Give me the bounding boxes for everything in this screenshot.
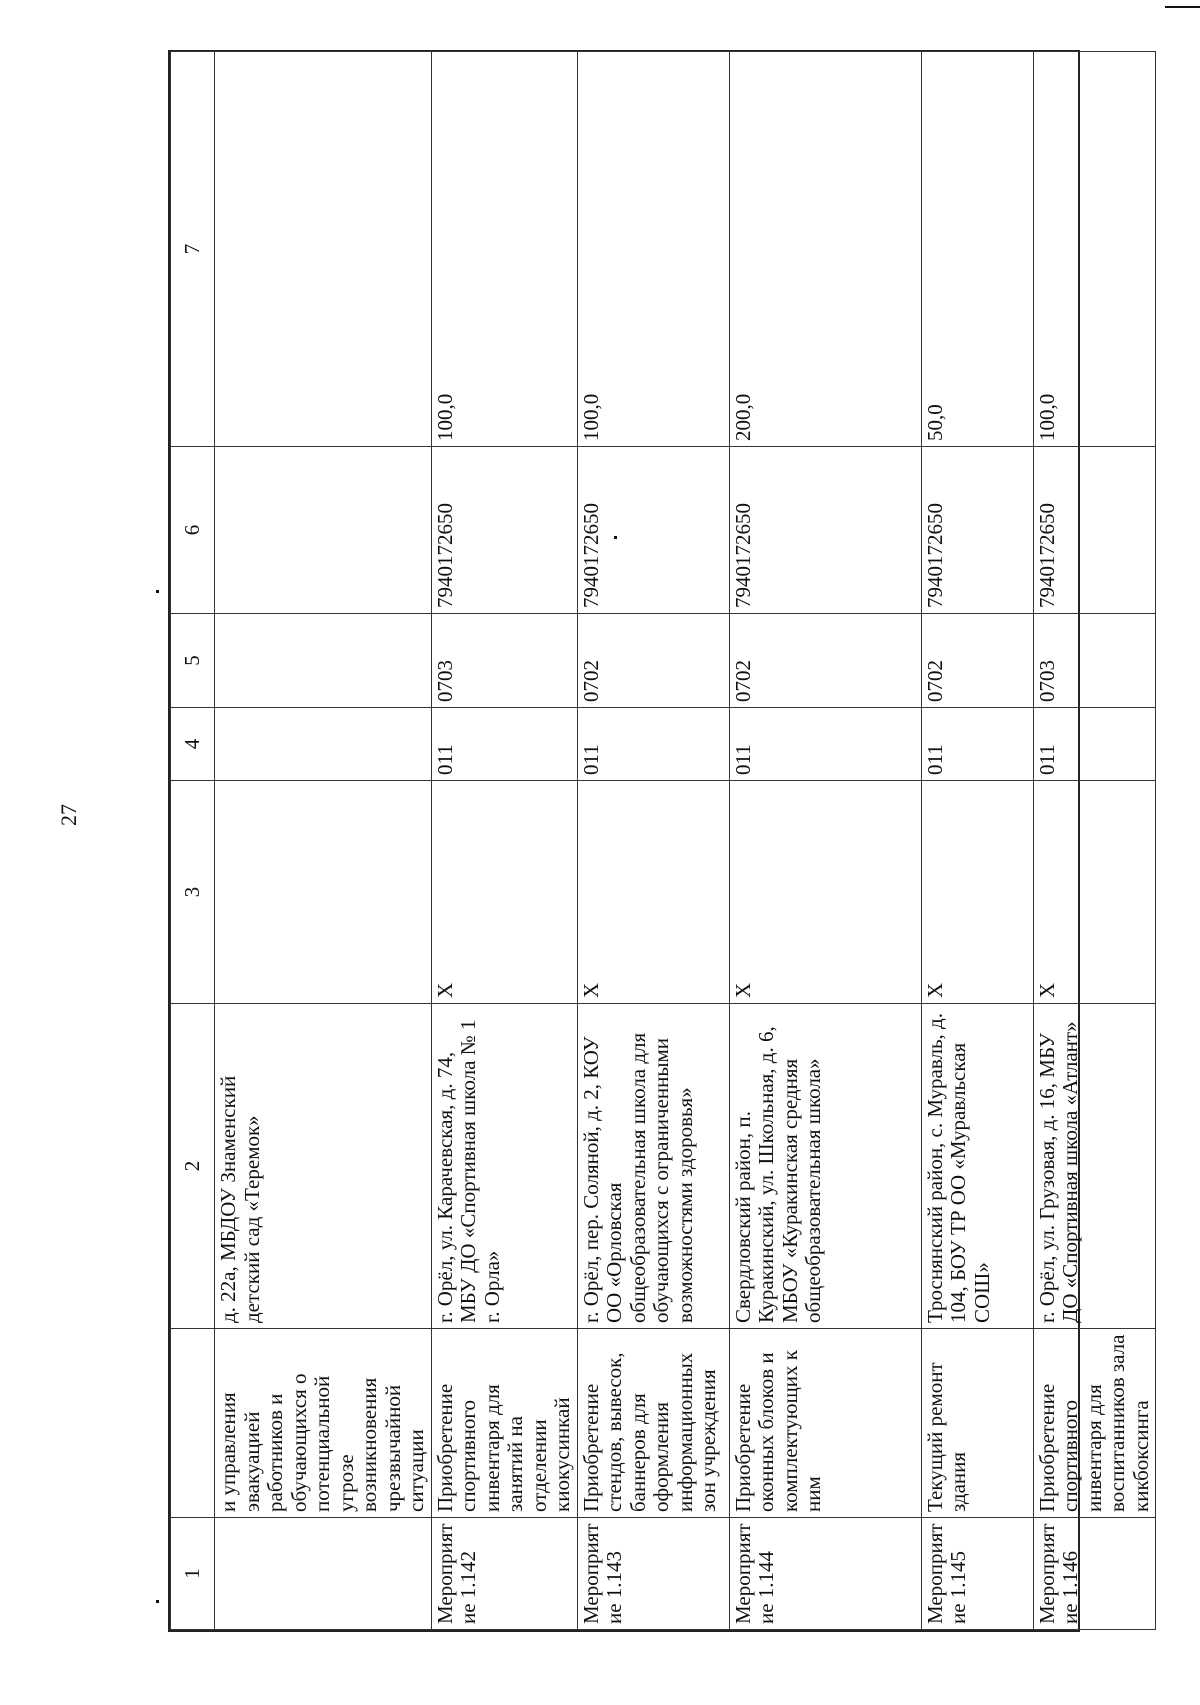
header-cell: 5 xyxy=(171,614,215,708)
event-id-cell: Мероприятие 1.142 xyxy=(431,1518,577,1630)
event-id-cell: Мероприятие 1.144 xyxy=(729,1518,921,1630)
address-cell: г. Орёл, пер. Соляной, д. 2, КОУ ОО «Орловская общеобразовательная школа для обучающихся с ограниченными возможностями здоровья» xyxy=(577,1004,729,1329)
table-row xyxy=(215,52,432,1630)
col4-cell: 011 xyxy=(431,708,577,781)
col3-cell: X xyxy=(577,781,729,1004)
amount-cell: 100,0 xyxy=(431,52,577,447)
address-cell: Свердловский район, п. Куракинский, ул. Школьная, д. 6, МБОУ «Куракинская средняя общеобразовательная школа» xyxy=(729,1004,921,1329)
col5-cell: 0702 xyxy=(577,614,729,708)
budget-table xyxy=(168,50,1153,1632)
amount-cell: 100,0 xyxy=(1033,52,1156,447)
col5-cell: 0702 xyxy=(729,614,921,708)
col5-cell xyxy=(215,614,432,708)
event-id-cell: Мероприятие 1.146 xyxy=(1033,1518,1156,1630)
col5-cell: 0703 xyxy=(431,614,577,708)
scan-edge-mark xyxy=(1165,6,1200,8)
col5-cell: 0703 xyxy=(1033,614,1156,708)
col4-cell: 011 xyxy=(921,708,1033,781)
table-row xyxy=(729,52,921,1630)
header-cell: 3 xyxy=(171,781,215,1004)
col3-cell: X xyxy=(1033,781,1156,1004)
col4-cell xyxy=(215,708,432,781)
col4-cell: 011 xyxy=(729,708,921,781)
address-cell: г. Орёл, ул. Карачевская, д. 74, МБУ ДО «Спортивная школа № 1 г. Орла» xyxy=(431,1004,577,1329)
header-cell: 2 xyxy=(171,1004,215,1329)
table-row xyxy=(1033,52,1156,1630)
event-description-cell: Приобретение спортивного инвентаря для воспитанников зала кикбоксинга xyxy=(1033,1329,1156,1518)
header-cell: 6 xyxy=(171,447,215,614)
address-cell: г. Орёл, ул. Грузовая, д. 16, МБУ ДО «Спортивная школа «Атлант» xyxy=(1033,1004,1156,1329)
col6-cell: 7940172650 xyxy=(729,447,921,614)
header-cell: 7 xyxy=(171,52,215,447)
col6-cell: 7940172650 xyxy=(1033,447,1156,614)
event-id-cell xyxy=(215,1518,432,1630)
event-description-cell: Приобретение оконных блоков и комплектующих к ним xyxy=(729,1329,921,1518)
col6-cell: 7940172650 xyxy=(921,447,1033,614)
event-description-cell: Текущий ремонт здания xyxy=(921,1329,1033,1518)
event-id-cell: Мероприятие 1.145 xyxy=(921,1518,1033,1630)
event-description-cell: Приобретение стендов, вывесок, баннеров для оформления информационных зон учреждения xyxy=(577,1329,729,1518)
col6-cell xyxy=(215,447,432,614)
amount-cell xyxy=(215,52,432,447)
col6-cell: 7940172650 xyxy=(431,447,577,614)
address-cell: д. 22а, МБДОУ Знаменский детский сад «Теремок» xyxy=(215,1004,432,1329)
col3-cell: X xyxy=(921,781,1033,1004)
col3-cell: X xyxy=(729,781,921,1004)
table-row xyxy=(577,52,729,1630)
scan-dot xyxy=(156,590,159,593)
col6-cell: 7940172650 xyxy=(577,447,729,614)
amount-cell: 200,0 xyxy=(729,52,921,447)
event-id-cell: Мероприятие 1.143 xyxy=(577,1518,729,1630)
header-row xyxy=(171,52,215,1630)
table-row xyxy=(431,52,577,1630)
page-number: 27 xyxy=(56,804,81,826)
event-description-cell: и управления эвакуацией работников и обучающихся о потенциальной угрозе возникновения чрезвычайной ситуации xyxy=(215,1329,432,1518)
col5-cell: 0702 xyxy=(921,614,1033,708)
col4-cell: 011 xyxy=(577,708,729,781)
header-cell: 4 xyxy=(171,708,215,781)
col3-cell xyxy=(215,781,432,1004)
col4-cell: 011 xyxy=(1033,708,1156,781)
scan-dot xyxy=(156,1600,159,1603)
event-description-cell: Приобретение спортивного инвентаря для занятий на отделении киокусинкай xyxy=(431,1329,577,1518)
amount-cell: 100,0 xyxy=(577,52,729,447)
col3-cell: X xyxy=(431,781,577,1004)
header-cell xyxy=(171,1329,215,1518)
address-cell: Троснянский район, с. Муравль, д. 104, БОУ ТР ОО «Муравльская СОШ» xyxy=(921,1004,1033,1329)
header-cell: 1 xyxy=(171,1518,215,1630)
amount-cell: 50,0 xyxy=(921,52,1033,447)
table-row xyxy=(921,52,1033,1630)
